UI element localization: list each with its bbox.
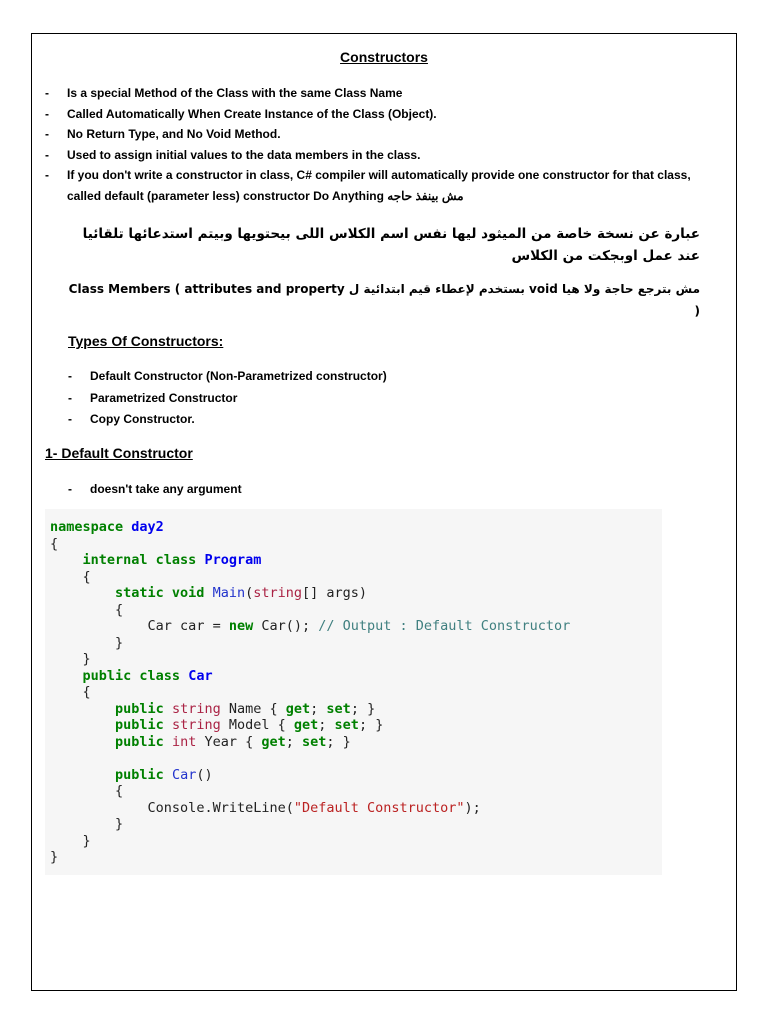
list-item: - Called Automatically When Create Instance of the Class (Object). <box>45 104 715 125</box>
default-constructor-heading: 1- Default Constructor <box>45 445 193 461</box>
code-block: namespace day2 { internal class Program { static void Main(string[] args) { Car car = new Car(); // Output : Default Constructor } } public class Car { public string Name { get; set; } public string Model { get; set; } public int Year { get; set; } public Car() { Console.WriteLine("Default Constructor"); } } } <box>45 509 662 875</box>
types-heading: Types Of Constructors: <box>68 333 224 349</box>
definition-list <box>45 83 715 206</box>
list-item: - doesn't take any argument <box>68 479 242 499</box>
default-constructor-list <box>68 479 242 499</box>
arabic-note-definition: عبارة عن نسخة خاصة من الميثود ليها نفس اسم الكلاس اللى بيحتويها وبيتم استدعائها تلقائيا عند عمل اوبجكت من الكلاس <box>82 226 700 264</box>
types-list <box>68 366 387 431</box>
list-item: - Is a special Method of the Class with the same Class Name <box>45 83 715 104</box>
list-item: - If you don't write a constructor in class, C# compiler will automatically provide one constructor for that class, called default (parameter less) constructor Do Anything مش بينفذ حاجه <box>45 165 715 206</box>
page-title: Constructors <box>340 49 428 65</box>
arabic-note-return: مش بترجع حاجة ولا هيا void بستخدم لإعطاء قيم ابتدائية ل Class Members ( attributes and property ) <box>68 282 700 318</box>
list-item: - Used to assign initial values to the data members in the class. <box>45 145 715 166</box>
list-item: - Default Constructor (Non-Parametrized constructor) <box>68 366 387 388</box>
list-item: - Copy Constructor. <box>68 409 387 431</box>
list-item: - No Return Type, and No Void Method. <box>45 124 715 145</box>
list-item: - Parametrized Constructor <box>68 388 387 410</box>
